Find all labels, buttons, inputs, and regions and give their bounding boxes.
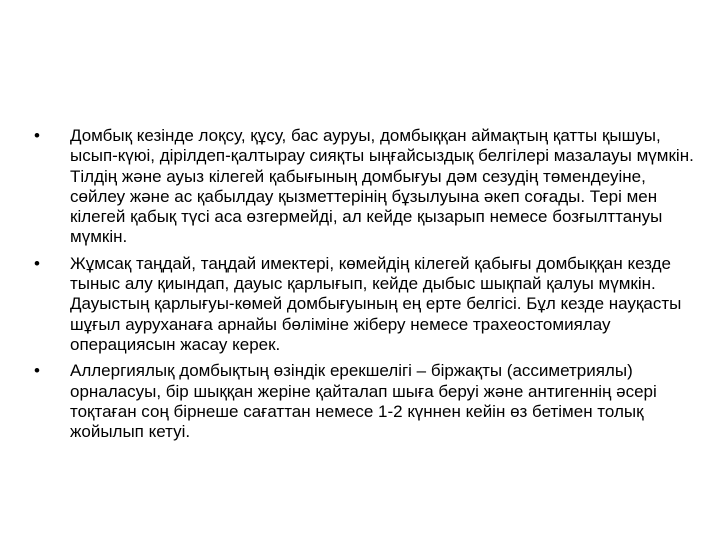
bullet-marker: • bbox=[34, 126, 40, 145]
list-item bbox=[34, 126, 694, 248]
list-item bbox=[34, 361, 694, 442]
bullet-text: Домбық кезінде лоқсу, құсу, бас ауруы, домбыққан аймақтың қатты қышуы, ысып-күюі, дірілдеп-қалтырау сияқты ыңғайсыздық белгілері мазалауы мүмкін. Тілдің және ауыз кілегей қабығының домбығуы дәм сезудің төмендеуіне, сөйлеу және ас қабылдау қызметтерінің бұзылуына әкеп соғады. Тері мен кілегей қабық түсі аса өзгермейді, ал кейде қызарып немесе бозғылттануы мүмкін. bbox=[70, 126, 694, 247]
bullet-marker: • bbox=[34, 253, 40, 273]
bullet-text: Жұмсақ таңдай, таңдай имектері, көмейдің кілегей қабығы домбыққан кезде тыныс алу қиындап, дауыс қарлығып, кейде дыбыс шықпай қалуы мүмкін. Дауыстың қарлығуы-көмей домбығуының ең ерте белгісі. Бұл кезде науқасты шұғыл ауруханаға арнайы бөліміне жіберу немесе трахеостомиялау операциясын жасау керек. bbox=[70, 253, 682, 354]
bullet-list bbox=[34, 126, 694, 442]
bullet-marker: • bbox=[34, 361, 40, 381]
bullet-text: Аллергиялық домбықтың өзіндік ерекшелігі – біржақты (ассиметриялы) орналасуы, бір шыққан жеріне қайталап шыға беруі және антигеннің әсері тоқтаған соң бірнеше сағаттан немесе 1-2 күннен кейін өз бетімен толық жойылып кетуі. bbox=[70, 361, 657, 442]
list-item bbox=[34, 254, 694, 355]
